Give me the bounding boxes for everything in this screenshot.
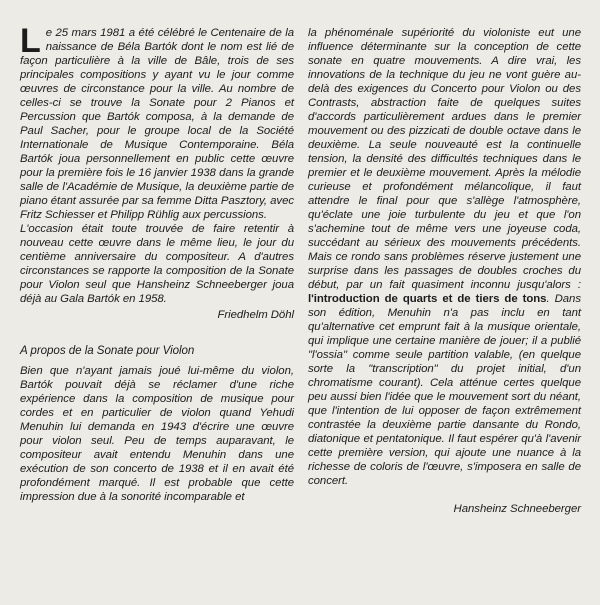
section-heading: A propos de la Sonate pour Violon: [20, 344, 195, 357]
drop-cap: L: [20, 22, 41, 60]
signature-dohl: Friedhelm Döhl: [217, 309, 294, 321]
signature-schneeberger: Hansheinz Schneeberger: [453, 503, 581, 515]
occasion-paragraph: L'occasion était toute trouvée de faire retentir à nouveau cette œuvre dans le même lieu, le jour du centième anniversaire du compositeur. A d'autres circonstances se rapporte la composition de la Sonate pour Violon seul que Hansheinz Schneeberger joua déjà au Gala Bartók en 1958.: [20, 223, 294, 305]
intro-paragraph: Le 25 mars 1981 a été célébré le Centenaire de la naissance de Béla Bartók dont le nom est lié de façon particulière à la ville de Bâle, trois de ses principales compositions y ayant vu le jour comme œuvres de circonstance pour la ville. Au nombre de celles-ci se trouve la Sonate pour 2 Pianos et Percussion que Bartók composa, à la demande de Paul Sacher, pour le groupe local de la Société Internationale de Musique Contemporaine. Béla Bartók joua personnellement en public cette œuvre pour la première fois le 16 janvier 1938 dans la grande salle de l'Académie de Musique, la deuxième partie de piano étant assurée par sa femme Ditta Pasztory, avec Fritz Schiesser et Philipp Rühlig aux percussions.: [20, 22, 294, 221]
bold-phrase: l'introduction de quarts et de tiers de tons: [308, 293, 547, 305]
sonata-paragraph: Bien que n'ayant jamais joué lui-même du violon, Bartók pouvait déjà se réclamer d'une riche expérience dans la composition de musique pour cordes et en particulier de violon quand Yehudi Menuhin lui demanda en 1943 d'écrire une œuvre pour violon seul. Peu de temps auparavant, le compositeur avait entendu Menuhin dans une exécution de son concerto de 1938 et il en avait été profondément marqué. Il est probable que cette impression due à la sonorité incomparable et: [20, 365, 294, 503]
right-column: [308, 26, 581, 516]
continuation-paragraph: la phénoménale supériorité du violoniste eut une influence déterminante sur la conception de cette sonate en quatre mouvements. A dire vrai, les innovations de la technique du jeu ne vont guère au-delà des exigences du Concerto pour Violon ou des Contrasts, abstraction faite de quelques suites d'accords particulièrement ardues dans le premier mouvement ou des pizzicati de double octave dans le deuxième. La seule nouveauté est la continuelle tension, la densité des difficultés techniques dans le premier et le deuxième mouvement. Après la mélodie curieuse et profondément mélancolique, il faut attendre le final pour que s'allège l'atmosphère, qu'éclate une joie turbulente du jeu et que l'on s'achemine tout de même vers une joyeuse coda, succédant au sérieux des mouvements précédents. Mais ce rondo sans problèmes réserve justement une surprise dans les passages de doubles croches du début, par un fait quasiment inconnu jusqu'alors : l'introduction de quarts et de tiers de tons. Dans son édition, Menuhin n'a pas inclu en tant qu'alternative cet emprunt fait à la musique orientale, qui implique une certaine manière de jouer; il a publié "l'ossia" comme seule partition valable, (en quelque sorte la "transcription" du projet initial, d'un chromatisme courant). Cela atténue certes quelque peu aussi bien l'idée que le mouvement sort du néant, que l'intention de lui opposer de façon extrêmement contrastée la deuxième partie dansante du Rondo, diatonique et pentatonique. Il faut espérer qu'à l'avenir cette première version, qui ajoute une nuance à la richesse de coloris de l'œuvre, s'imposera en salle de concert.: [308, 27, 581, 487]
left-column: [20, 22, 294, 504]
